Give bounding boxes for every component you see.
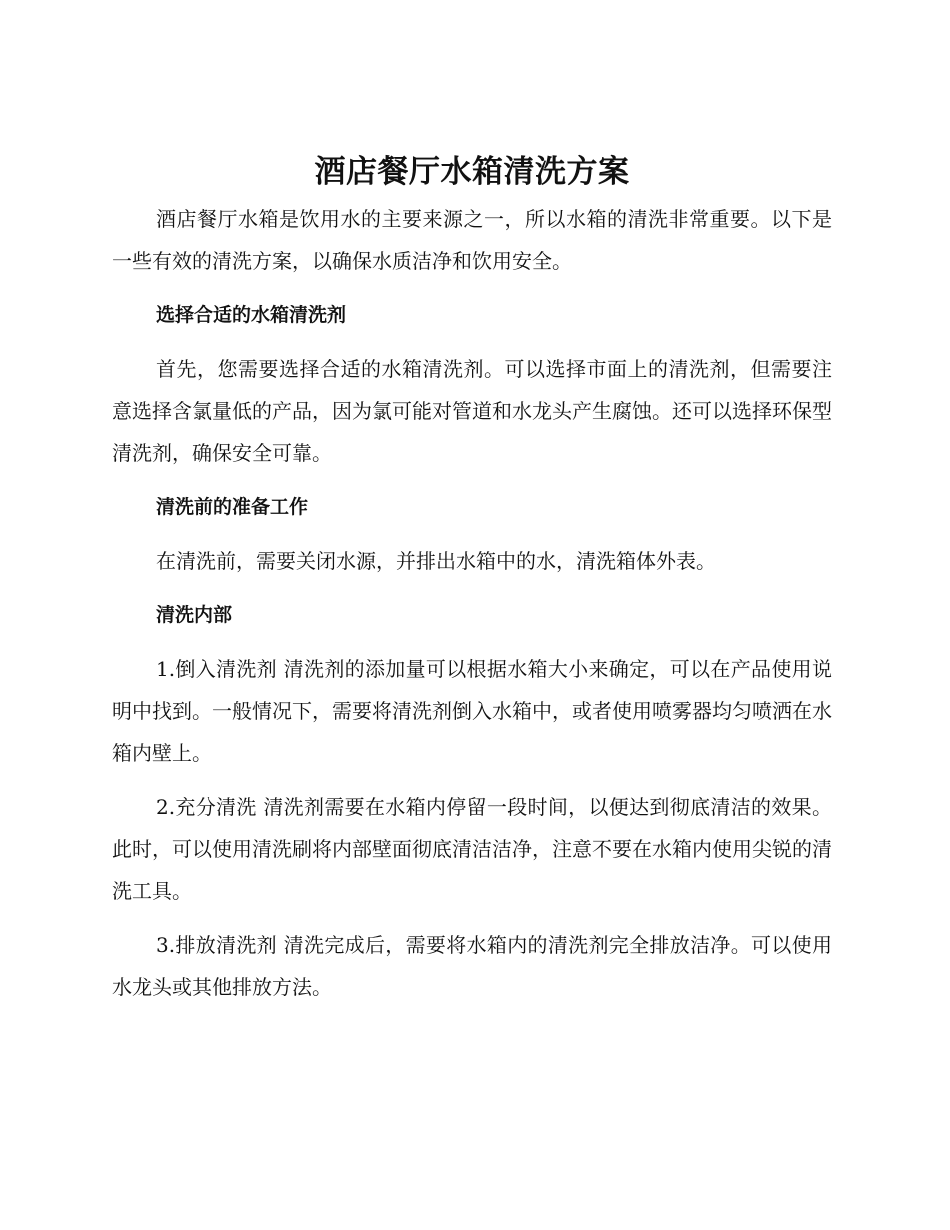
step-paragraph-clean: 2.充分清洗 清洗剂需要在水箱内停留一段时间，以便达到彻底清洁的效果。此时，可以使用清洗刷将内部壁面彻底清洁洁净，注意不要在水箱内使用尖锐的清洗工具。 — [112, 795, 832, 903]
section-paragraph-cleaner: 首先，您需要选择合适的水箱清洗剂。可以选择市面上的清洗剂，但需要注意选择含氯量低的产品，因为氯可能对管道和水龙头产生腐蚀。还可以选择环保型清洗剂，确保安全可靠。 — [112, 357, 832, 465]
document-title: 酒店餐厅水箱清洗方案 — [314, 154, 630, 190]
section-heading-cleaner: 选择合适的水箱清洗剂 — [156, 304, 347, 326]
section-paragraph-preparation: 在清洗前，需要关闭水源，并排出水箱中的水，清洗箱体外表。 — [156, 549, 716, 573]
document-page — [112, 150, 832, 1020]
intro-paragraph: 酒店餐厅水箱是饮用水的主要来源之一，所以水箱的清洗非常重要。以下是一些有效的清洗方案，以确保水质洁净和饮用安全。 — [112, 207, 832, 273]
section-heading-interior: 清洗内部 — [156, 604, 233, 626]
step-paragraph-drain: 3.排放清洗剂 清洗完成后，需要将水箱内的清洗剂完全排放洁净。可以使用水龙头或其他排放方法。 — [112, 933, 832, 999]
section-heading-preparation: 清洗前的准备工作 — [156, 496, 309, 518]
step-paragraph-pour: 1.倒入清洗剂 清洗剂的添加量可以根据水箱大小来确定，可以在产品使用说明中找到。一般情况下，需要将清洗剂倒入水箱中，或者使用喷雾器均匀喷洒在水箱内壁上。 — [112, 657, 832, 765]
